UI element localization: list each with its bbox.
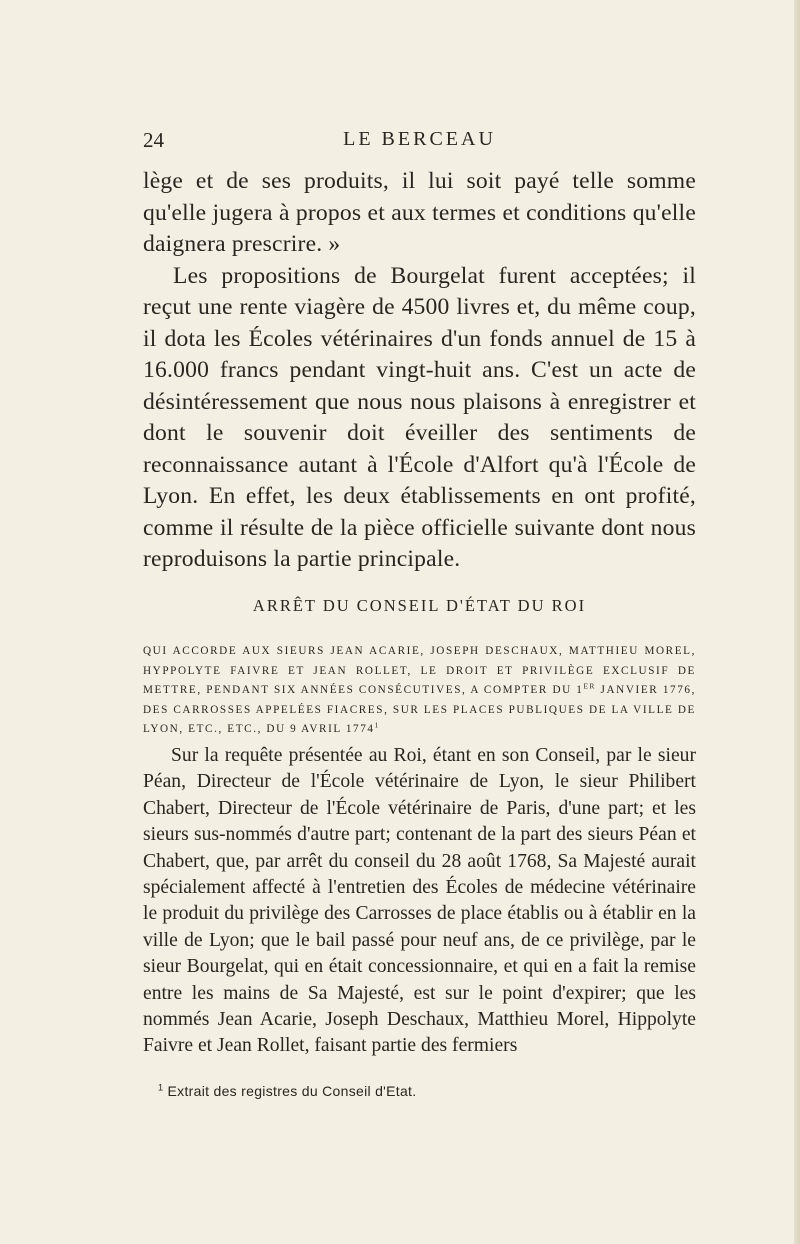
arret-subtitle-part1: QUI ACCORDE AUX SIEURS JEAN ACARIE, JOSEPH DESCHAUX, MATTHIEU MOREL, HYPPOLYTE FAIVRE ET JEAN ROLLET, LE DROIT ET PRIVILÈGE EXCLUSIF DE METTRE, PENDANT SIX ANNÉES CONSÉCUTIVES, A COMPTER DU 1 — [143, 645, 696, 696]
arret-title: ARRÊT DU CONSEIL D'ÉTAT DU ROI — [252, 596, 587, 615]
footnote — [158, 1083, 698, 1099]
decree-text — [143, 743, 696, 1060]
paragraph-bourgelat: Les propositions de Bourgelat furent acceptées; il reçut une rente viagère de 4500 livres et, du même coup, il dota les Écoles vétérinaires d'un fonds annuel de 15 à 16.000 francs pendant vingt-huit ans. C'est un acte de désintéressement que nous nous plaisons à enregistrer et dont le souvenir doit éveiller des sentiments de reconnaissance autant à l'École d'Alfort qu'à l'École de Lyon. En effet, les deux établissements en ont profité, comme il résulte de la pièce officielle suivante dont nous reproduisons la partie principale. — [143, 262, 696, 572]
page-edge — [794, 0, 800, 1244]
page-header — [143, 128, 696, 158]
arret-subtitle-sup: ER — [583, 682, 596, 691]
footnote-text: Extrait des registres du Conseil d'Etat. — [163, 1083, 417, 1099]
running-title: LE BERCEAU — [343, 128, 496, 150]
decree-paragraph: Sur la requête présentée au Roi, étant en son Conseil, par le sieur Péan, Directeur de l'École vétérinaire de Lyon, le sieur Philibert Chabert, Directeur de l'École vétérinaire de Paris, d'une part; et les sieurs sus-nommés d'autre part; contenant de la part des sieurs Péan et Chabert, que, par arrêt du conseil du 28 août 1768, Sa Majesté aurait spécialement affecté à l'entretien des Écoles de médecine vétérinaire le produit du privilège des Carrosses de place établis ou à établir en la ville de Lyon; que le bail passé pour neuf ans, de ce privilège, par le sieur Bourgelat, qui en était concessionnaire, et qui en a fait la remise entre les mains de Sa Majesté, est sur le point d'expirer; que les nommés Jean Acarie, Joseph Deschaux, Matthieu Morel, Hippolyte Faivre et Jean Rollet, faisant partie des fermiers — [143, 745, 696, 1057]
footnote-marker: 1 — [158, 1082, 164, 1093]
page-number: 24 — [143, 128, 164, 152]
arret-subtitle-part2: JANVIER 1776, DES CARROSSES APPELÉES FIACRES, SUR LES PLACES PUBLIQUES DE LA VILLE DE LYON, ETC., ETC., DU 9 AVRIL 1774 — [143, 684, 697, 735]
arret-subtitle — [143, 642, 696, 740]
paragraph-continuation: lège et de ses produits, il lui soit payé telle somme qu'elle jugera à propos et aux termes et conditions qu'elle daignera prescrire. » — [143, 168, 696, 257]
arret-footnote-ref: 1 — [374, 721, 380, 730]
body-text — [143, 166, 696, 576]
